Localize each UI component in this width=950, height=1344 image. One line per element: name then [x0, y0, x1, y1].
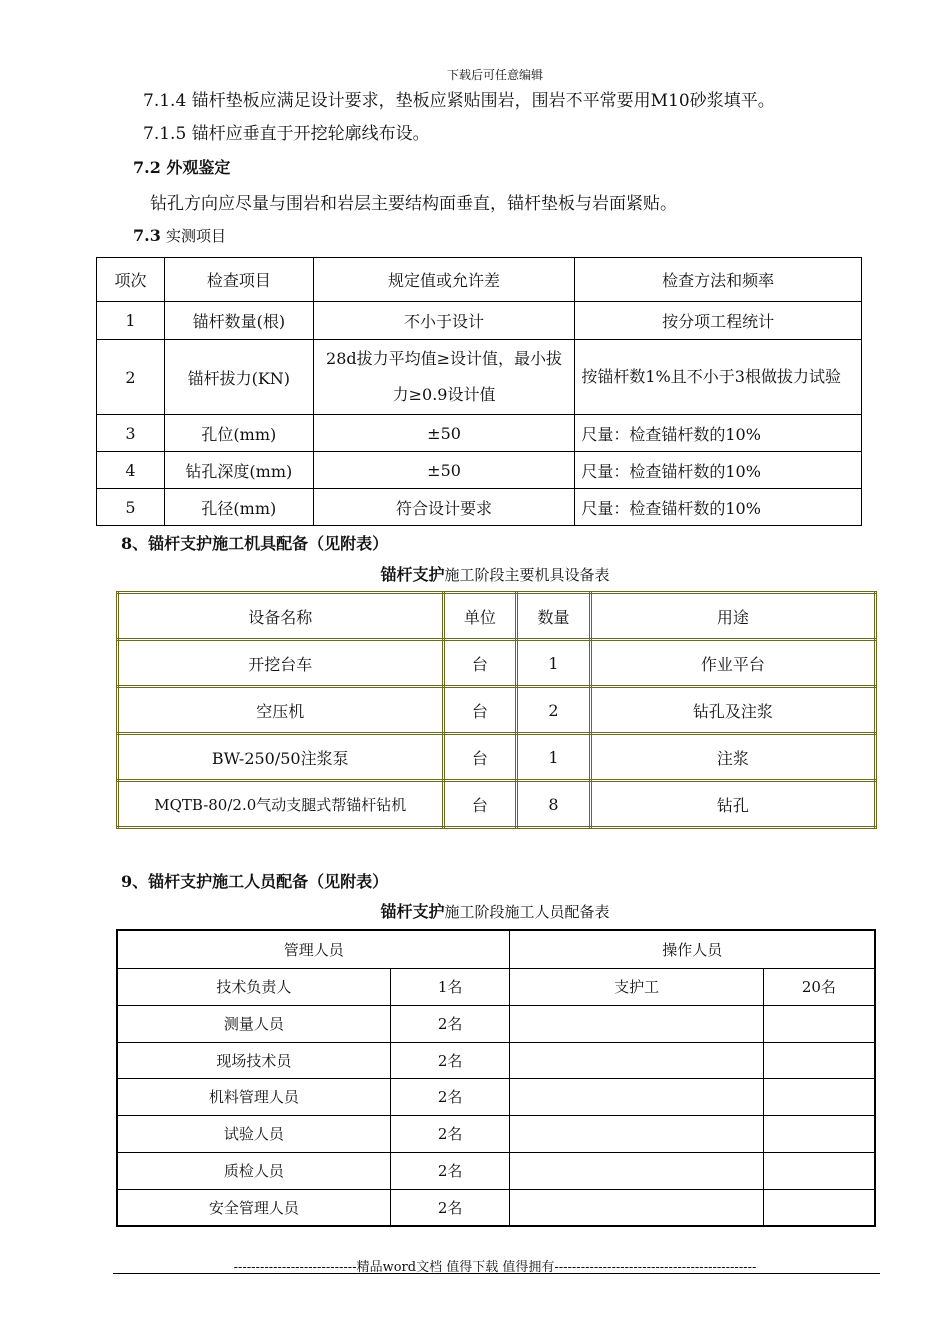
heading-section-9: 9、锚杆支护施工人员配备（见附表） — [121, 872, 389, 891]
table-cell: 锚杆拔力(KN) — [164, 340, 313, 415]
table-row — [97, 340, 862, 415]
table-cell: 28d拔力平均值≥设计值，最小拔力≥0.9设计值 — [313, 340, 575, 415]
table-cell: 20名 — [763, 968, 875, 1005]
table-row — [117, 1005, 875, 1042]
column-header: 项次 — [97, 258, 165, 302]
caption-text: 施工阶段施工人员配备表 — [444, 903, 610, 921]
page-footer: ----------------------------精品word文档 值得下载 值得拥有---------------------------------------------- — [233, 1260, 757, 1275]
table-row — [117, 1152, 875, 1189]
table-row — [117, 1042, 875, 1078]
caption-bold: 锚杆支护 — [380, 902, 445, 921]
table-cell: 按分项工程统计 — [575, 302, 862, 340]
table-cell: 2 — [517, 687, 591, 734]
paragraph-7-1-5: 7.1.5 锚杆应垂直于开挖轮廓线布设。 — [143, 124, 430, 144]
column-header: 设备名称 — [118, 593, 444, 640]
table-cell: 台 — [443, 640, 517, 687]
table-cell: 作业平台 — [590, 640, 875, 687]
table-row — [97, 452, 862, 489]
table-cell — [510, 1042, 763, 1078]
table-row — [117, 1189, 875, 1226]
table-cell: 质检人员 — [117, 1152, 390, 1189]
heading-section-8: 8、锚杆支护施工机具配备（见附表） — [121, 534, 389, 553]
table-cell — [763, 1189, 875, 1226]
table-row — [117, 968, 875, 1005]
table-row — [97, 489, 862, 526]
equipment-table — [116, 591, 877, 829]
table-cell: 2名 — [390, 1078, 510, 1115]
table-cell: 4 — [97, 452, 165, 489]
table-cell: 不小于设计 — [313, 302, 575, 340]
table-cell: 尺量：检查锚杆数的10% — [575, 489, 862, 526]
table-cell: MQTB-80/2.0气动支腿式帮锚杆钻机 — [118, 781, 444, 828]
heading-7-3-text: 实测项目 — [165, 227, 226, 245]
table-cell: BW-250/50注浆泵 — [118, 734, 444, 781]
table-cell: ±50 — [313, 415, 575, 452]
table-row — [117, 1078, 875, 1115]
caption-bold: 锚杆支护 — [380, 565, 445, 584]
table-row — [118, 640, 876, 687]
table-cell: 技术负责人 — [117, 968, 390, 1005]
table-cell: 孔径(mm) — [164, 489, 313, 526]
table-group-header-row — [117, 930, 875, 968]
table-cell: 台 — [443, 781, 517, 828]
table-row — [118, 734, 876, 781]
table-cell — [763, 1005, 875, 1042]
page-header: 下载后可任意编辑 — [446, 68, 543, 82]
table-cell: 试验人员 — [117, 1115, 390, 1152]
table-cell: 1名 — [390, 968, 510, 1005]
table-header-row — [118, 593, 876, 640]
table-cell: 2名 — [390, 1152, 510, 1189]
paragraph-7-1-4: 7.1.4 锚杆垫板应满足设计要求，垫板应紧贴围岩，围岩不平常要用M10砂浆填平。 — [143, 91, 775, 111]
table-cell — [510, 1115, 763, 1152]
table-cell: 注浆 — [590, 734, 875, 781]
table-cell: 台 — [443, 734, 517, 781]
heading-7-3-number: 7.3 — [133, 226, 161, 245]
table-cell: 尺量：检查锚杆数的10% — [575, 415, 862, 452]
column-header: 单位 — [443, 593, 517, 640]
table-cell: 5 — [97, 489, 165, 526]
table-cell: ±50 — [313, 452, 575, 489]
table-cell: 2 — [97, 340, 165, 415]
caption-text: 施工阶段主要机具设备表 — [444, 566, 610, 584]
personnel-table-caption — [0, 899, 950, 922]
equipment-table-caption — [0, 562, 950, 585]
table-cell: 2名 — [390, 1005, 510, 1042]
table-cell: 机料管理人员 — [117, 1078, 390, 1115]
table-cell — [763, 1042, 875, 1078]
table-cell: 钻孔 — [590, 781, 875, 828]
column-header: 用途 — [590, 593, 875, 640]
table-cell: 测量人员 — [117, 1005, 390, 1042]
table-cell: 2名 — [390, 1042, 510, 1078]
column-header: 检查方法和频率 — [575, 258, 862, 302]
table-cell: 符合设计要求 — [313, 489, 575, 526]
table-cell: 钻孔深度(mm) — [164, 452, 313, 489]
heading-7-2: 7.2 外观鉴定 — [133, 158, 231, 177]
table-cell: 按锚杆数1%且不小于3根做拔力试验 — [575, 340, 862, 415]
personnel-table — [116, 929, 876, 1227]
table-cell: 空压机 — [118, 687, 444, 734]
table-row — [97, 415, 862, 452]
table-cell: 1 — [97, 302, 165, 340]
table-cell: 3 — [97, 415, 165, 452]
table-cell: 支护工 — [510, 968, 763, 1005]
group-header-operators: 操作人员 — [510, 930, 875, 968]
table-cell — [763, 1078, 875, 1115]
column-header: 规定值或允许差 — [313, 258, 575, 302]
table-cell — [763, 1115, 875, 1152]
table-row — [97, 302, 862, 340]
column-header: 检查项目 — [164, 258, 313, 302]
table-cell — [510, 1078, 763, 1115]
column-header: 数量 — [517, 593, 591, 640]
heading-7-3 — [133, 225, 226, 246]
table-cell: 1 — [517, 640, 591, 687]
table-cell: 钻孔及注浆 — [590, 687, 875, 734]
table-cell: 尺量：检查锚杆数的10% — [575, 452, 862, 489]
table-cell: 台 — [443, 687, 517, 734]
table-cell: 2名 — [390, 1115, 510, 1152]
footer-divider — [113, 1273, 880, 1274]
table-cell: 锚杆数量(根) — [164, 302, 313, 340]
table-cell — [763, 1152, 875, 1189]
table-cell — [510, 1005, 763, 1042]
inspection-table — [96, 257, 862, 526]
table-cell: 开挖台车 — [118, 640, 444, 687]
table-header-row — [97, 258, 862, 302]
table-row — [118, 687, 876, 734]
table-row — [118, 781, 876, 828]
table-cell: 孔位(mm) — [164, 415, 313, 452]
group-header-management: 管理人员 — [117, 930, 510, 968]
paragraph-7-2: 钻孔方向应尽量与围岩和岩层主要结构面垂直，锚杆垫板与岩面紧贴。 — [150, 194, 677, 214]
table-cell — [510, 1152, 763, 1189]
table-cell: 2名 — [390, 1189, 510, 1226]
table-cell: 8 — [517, 781, 591, 828]
table-cell: 安全管理人员 — [117, 1189, 390, 1226]
table-cell: 1 — [517, 734, 591, 781]
table-row — [117, 1115, 875, 1152]
table-cell: 现场技术员 — [117, 1042, 390, 1078]
table-cell — [510, 1189, 763, 1226]
